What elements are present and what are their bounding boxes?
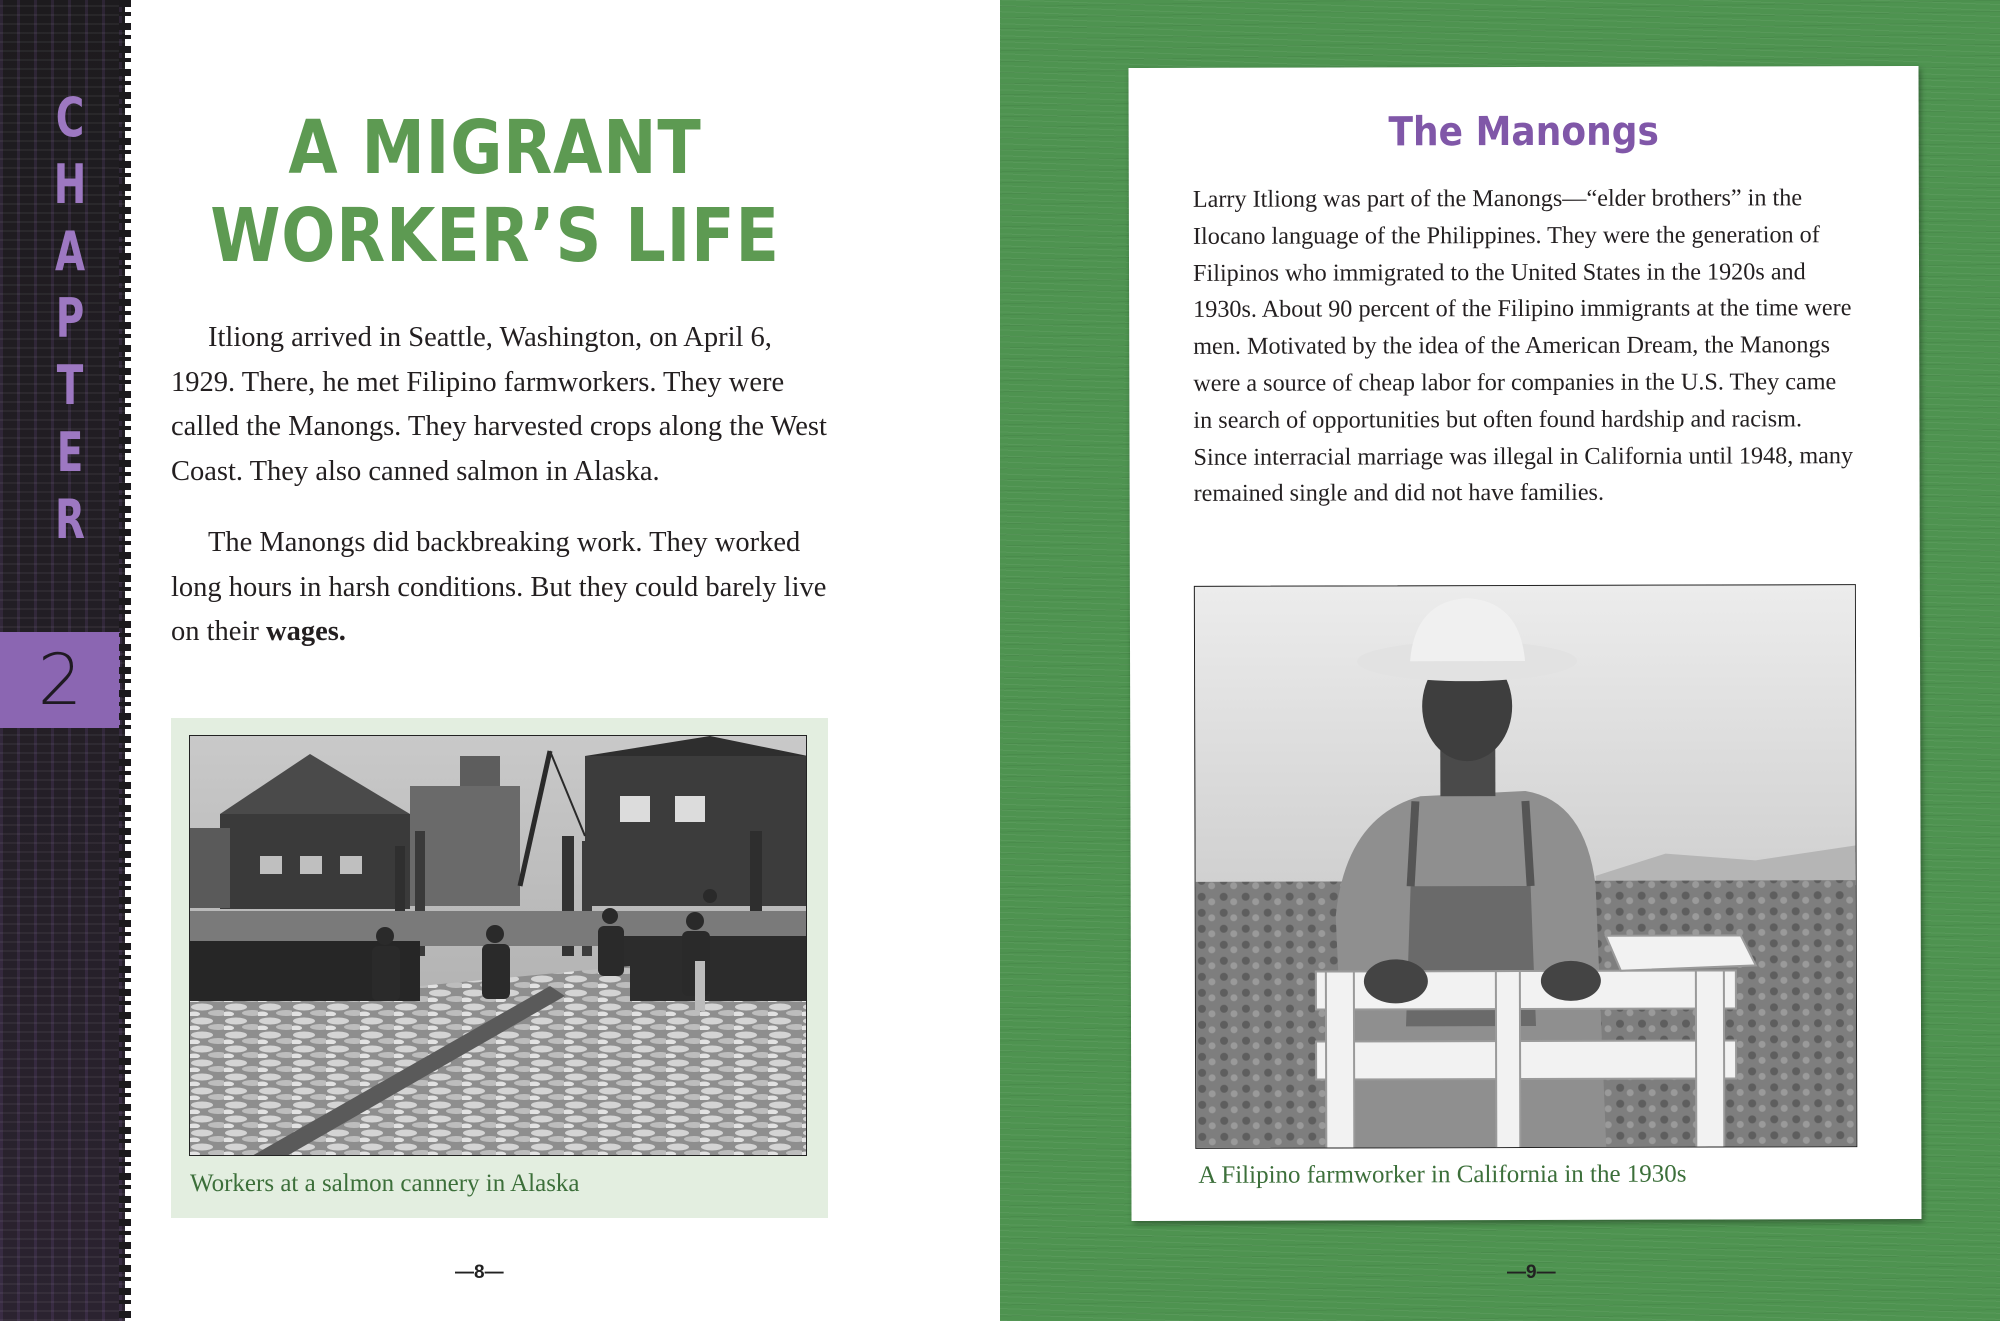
page-number: —8— <box>455 1262 504 1283</box>
chapter-letter: E <box>56 421 84 484</box>
sidebar-text: Larry Itliong was part of the Manongs—“elder brothers” in the Ilocano language of the Philippines. They were the generation of Filipinos who immigrated to the United States in the 1920s and 1930s. About 90 percent of the Filipino immigrants at the time were men. Motivated by the idea of the American Dream, the Manongs were a source of cheap labor for companies in the U.S. They came in search of opportunities but often found hardship and racism. Since interracial marriage was illegal in California until 1948, many remained single and did not have families. <box>1192 184 1854 508</box>
page-number: —9— <box>1507 1262 1556 1283</box>
photo-caption: A Filipino farmworker in California in the 1930s <box>1198 1160 1687 1189</box>
chapter-letter: T <box>56 354 84 417</box>
chapter-letter: P <box>55 287 85 350</box>
salmon-cannery-illustration <box>190 736 807 1156</box>
chapter-title <box>150 104 840 280</box>
chapter-title-line: A MIGRANT <box>288 105 702 191</box>
photo-box <box>171 718 828 1218</box>
chapter-strip <box>0 0 125 1321</box>
body-text-run: The Manongs did backbreaking work. They worked long hours in harsh conditions. But they could barely live on their <box>171 527 827 647</box>
sidebar-card <box>1128 66 1921 1221</box>
filipino-farmworker-photo <box>1194 584 1857 1149</box>
chapter-letter: A <box>54 220 86 283</box>
right-page <box>1000 0 2000 1321</box>
sidebar-title: The Manongs <box>1388 108 1659 156</box>
body-paragraph: Itliong arrived in Seattle, Washington, on April 6, 1929. There, he met Filipino farmworkers. They were called the Manongs. They harvested crops along the West Coast. They also canned salmon in Alaska. <box>171 322 827 487</box>
body-paragraph <box>171 521 831 655</box>
photo-caption: Workers at a salmon cannery in Alaska <box>190 1170 580 1197</box>
chapter-letter: C <box>55 86 85 149</box>
chapter-title-line: WORKER’S LIFE <box>210 193 780 279</box>
chapter-number-box <box>0 632 120 728</box>
chapter-letter: H <box>53 153 87 216</box>
farmworker-illustration <box>1195 585 1857 1149</box>
chapter-number: 2 <box>37 639 83 721</box>
chapter-label <box>40 84 100 553</box>
glossary-term: wages. <box>265 616 346 647</box>
chapter-letter: R <box>55 488 85 551</box>
salmon-cannery-photo <box>189 735 807 1156</box>
